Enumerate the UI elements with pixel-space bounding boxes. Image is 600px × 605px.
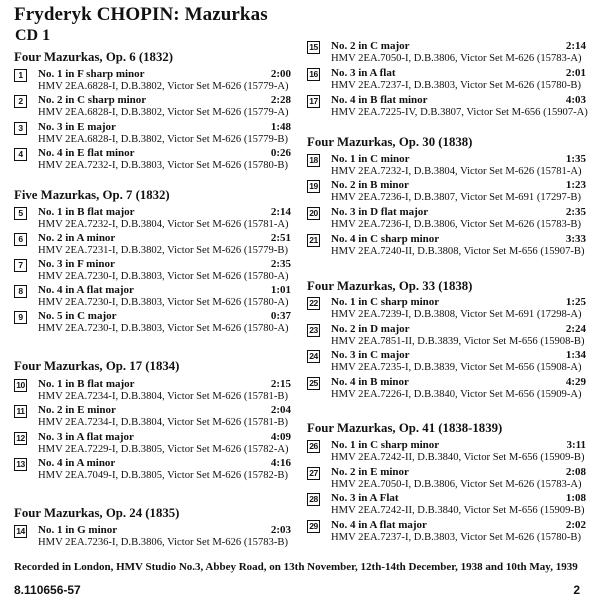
track-duration: 1:35 [565,153,586,165]
track-duration: 1:01 [270,284,291,296]
track-title: No. 1 in C sharp minor [331,296,440,308]
track-number-box: 22 [307,297,320,310]
track-number-box: 2 [14,95,27,108]
track-title: No. 1 in B flat major [38,206,135,218]
track-recording-info: HMV 2EA.7234-I, D.B.3804, Victor Set M-626 (15781-B) [38,391,288,402]
track-recording-info: HMV 2EA.7235-I, D.B.3839, Victor Set M-656 (15908-A) [331,362,582,373]
track-row [14,94,291,124]
track-duration: 4:09 [270,431,291,443]
track-number-box: 28 [307,493,320,506]
track-number-box: 12 [14,432,27,445]
track-recording-info: HMV 2EA.7236-I, D.B.3806, Victor Set M-626 (15783-B) [38,537,288,548]
track-number-box: 24 [307,350,320,363]
track-row [14,404,291,434]
track-recording-info: HMV 2EA.7231-I, D.B.3802, Victor Set M-626 (15779-B) [38,245,288,256]
track-title: No. 3 in E major [38,121,116,133]
track-recording-info: HMV 2EA.6828-I, D.B.3802, Victor Set M-626 (15779-A) [38,107,289,118]
track-recording-info: HMV 2EA.7232-I, D.B.3804, Victor Set M-626 (15781-A) [38,219,289,230]
track-duration: 2:14 [565,40,586,52]
track-recording-info: HMV 2EA.7232-I, D.B.3803, Victor Set M-626 (15780-B) [38,160,288,171]
track-recording-info: HMV 2EA.6828-I, D.B.3802, Victor Set M-626 (15779-A) [38,81,289,92]
track-title: No. 1 in G minor [38,524,118,536]
track-duration: 0:26 [270,147,291,159]
track-row [14,147,291,177]
track-recording-info: HMV 2EA.7232-I, D.B.3804, Victor Set M-626 (15781-A) [331,166,582,177]
track-title: No. 4 in C sharp minor [331,233,440,245]
track-recording-info: HMV 2EA.7240-II, D.B.3808, Victor Set M-656 (15907-B) [331,246,585,257]
track-title: No. 2 in D major [331,323,410,335]
track-duration: 2:03 [270,524,291,536]
section-title: Four Mazurkas, Op. 24 (1835) [14,506,180,520]
track-recording-info: HMV 2EA.7237-I, D.B.3803, Victor Set M-626 (15780-B) [331,532,581,543]
track-recording-info: HMV 2EA.7236-I, D.B.3807, Victor Set M-691 (17297-B) [331,192,581,203]
track-title: No. 5 in C major [38,310,117,322]
track-title: No. 1 in B flat major [38,378,135,390]
track-title: No. 3 in A flat [331,67,396,79]
track-number-box: 21 [307,234,320,247]
track-title: No. 2 in A minor [38,232,116,244]
track-title: No. 2 in B minor [331,179,409,191]
track-title: No. 2 in E minor [331,466,409,478]
track-number-box: 3 [14,122,27,135]
track-title: No. 3 in C major [331,349,410,361]
section-title: Four Mazurkas, Op. 33 (1838) [307,279,473,293]
track-recording-info: HMV 2EA.7242-II, D.B.3840, Victor Set M-656 (15909-B) [331,452,585,463]
track-duration: 2:04 [270,404,291,416]
track-row [307,439,586,469]
track-number-box: 7 [14,259,27,272]
track-duration: 2:01 [565,67,586,79]
track-row [307,492,586,522]
track-title: No. 4 in A flat major [331,519,427,531]
track-number-box: 11 [14,405,27,418]
track-title: No. 1 in C minor [331,153,410,165]
track-number-box: 13 [14,458,27,471]
track-recording-info: HMV 2EA.7050-I, D.B.3806, Victor Set M-626 (15783-A) [331,53,582,64]
track-recording-info: HMV 2EA.7234-I, D.B.3804, Victor Set M-626 (15781-B) [38,417,288,428]
track-duration: 2:02 [565,519,586,531]
track-duration: 2:00 [270,68,291,80]
track-row [307,376,586,406]
track-title: No. 3 in F minor [38,258,115,270]
track-duration: 1:23 [565,179,586,191]
track-duration: 3:11 [566,439,586,451]
track-number-box: 6 [14,233,27,246]
track-row [14,457,291,487]
track-number-box: 1 [14,69,27,82]
track-row [14,310,291,340]
section-title: Four Mazurkas, Op. 30 (1838) [307,135,473,149]
track-number-box: 18 [307,154,320,167]
track-duration: 1:25 [565,296,586,308]
track-recording-info: HMV 2EA.7229-I, D.B.3805, Victor Set M-626 (15782-A) [38,444,289,455]
track-title: No. 1 in C sharp minor [331,439,440,451]
track-row [307,206,586,236]
track-row [307,233,586,263]
section-title: Five Mazurkas, Op. 7 (1832) [14,188,170,202]
section-title: Four Mazurkas, Op. 17 (1834) [14,359,180,373]
track-title: No. 2 in C sharp minor [38,94,147,106]
track-number-box: 23 [307,324,320,337]
track-duration: 1:34 [565,349,586,361]
track-recording-info: HMV 2EA.7226-I, D.B.3840, Victor Set M-656 (15909-A) [331,389,582,400]
track-number-box: 20 [307,207,320,220]
track-duration: 2:24 [565,323,586,335]
section-title: Four Mazurkas, Op. 41 (1838-1839) [307,421,503,435]
track-number-box: 25 [307,377,320,390]
track-number-box: 15 [307,41,320,54]
track-duration: 4:29 [565,376,586,388]
track-title: No. 1 in F sharp minor [38,68,145,80]
track-recording-info: HMV 2EA.7851-II, D.B.3839, Victor Set M-656 (15908-B) [331,336,585,347]
track-row [307,179,586,209]
track-duration: 1:48 [270,121,291,133]
track-recording-info: HMV 2EA.7230-I, D.B.3803, Victor Set M-626 (15780-A) [38,271,289,282]
track-title: No. 4 in A flat major [38,284,134,296]
page-number: 2 [573,583,580,597]
track-title: No. 4 in A minor [38,457,116,469]
track-title: No. 3 in A flat major [38,431,134,443]
track-number-box: 8 [14,285,27,298]
track-number-box: 29 [307,520,320,533]
track-duration: 2:08 [565,466,586,478]
recording-note: Recorded in London, HMV Studio No.3, Abbey Road, on 13th November, 12th-14th December, 1938 and 10th May, 1939 [14,561,578,573]
track-number-box: 27 [307,467,320,480]
track-row [307,94,586,124]
track-recording-info: HMV 2EA.7225-IV, D.B.3807, Victor Set M-656 (15907-A) [331,107,588,118]
track-duration: 2:15 [270,378,291,390]
track-duration: 3:33 [565,233,586,245]
track-recording-info: HMV 2EA.7050-I, D.B.3806, Victor Set M-626 (15783-A) [331,479,582,490]
track-row [307,519,586,549]
track-title: No. 3 in A Flat [331,492,399,504]
booklet-title: Fryderyk CHOPIN: Mazurkas [14,4,268,25]
track-duration: 2:14 [270,206,291,218]
track-row [14,524,291,554]
track-duration: 2:28 [270,94,291,106]
track-row [307,40,586,70]
track-recording-info: HMV 2EA.7236-I, D.B.3806, Victor Set M-626 (15783-B) [331,219,581,230]
track-number-box: 16 [307,68,320,81]
track-duration: 1:08 [565,492,586,504]
section-title: Four Mazurkas, Op. 6 (1832) [14,50,174,64]
track-duration: 2:35 [565,206,586,218]
track-number-box: 10 [14,379,27,392]
track-number-box: 14 [14,525,27,538]
track-recording-info: HMV 2EA.7239-I, D.B.3808, Victor Set M-691 (17298-A) [331,309,582,320]
track-row [307,296,586,326]
track-title: No. 2 in C major [331,40,410,52]
catalog-number: 8.110656-57 [14,583,81,597]
track-number-box: 9 [14,311,27,324]
track-recording-info: HMV 2EA.7237-I, D.B.3803, Victor Set M-626 (15780-B) [331,80,581,91]
track-title: No. 2 in E minor [38,404,116,416]
track-duration: 0:37 [270,310,291,322]
track-recording-info: HMV 2EA.6828-I, D.B.3802, Victor Set M-626 (15779-B) [38,134,288,145]
track-number-box: 17 [307,95,320,108]
track-recording-info: HMV 2EA.7242-II, D.B.3840, Victor Set M-656 (15909-B) [331,505,585,516]
track-duration: 4:03 [565,94,586,106]
track-recording-info: HMV 2EA.7049-I, D.B.3805, Victor Set M-626 (15782-B) [38,470,288,481]
track-title: No. 4 in B flat minor [331,94,428,106]
track-title: No. 4 in B minor [331,376,409,388]
track-row [307,349,586,379]
track-number-box: 19 [307,180,320,193]
track-recording-info: HMV 2EA.7230-I, D.B.3803, Victor Set M-626 (15780-A) [38,297,289,308]
cd-label: CD 1 [15,27,51,44]
track-row [307,67,586,97]
track-recording-info: HMV 2EA.7230-I, D.B.3803, Victor Set M-626 (15780-A) [38,323,289,334]
track-duration: 2:51 [270,232,291,244]
track-number-box: 5 [14,207,27,220]
track-number-box: 4 [14,148,27,161]
track-duration: 2:35 [270,258,291,270]
track-title: No. 4 in E flat minor [38,147,135,159]
track-duration: 4:16 [270,457,291,469]
track-title: No. 3 in D flat major [331,206,429,218]
track-number-box: 26 [307,440,320,453]
